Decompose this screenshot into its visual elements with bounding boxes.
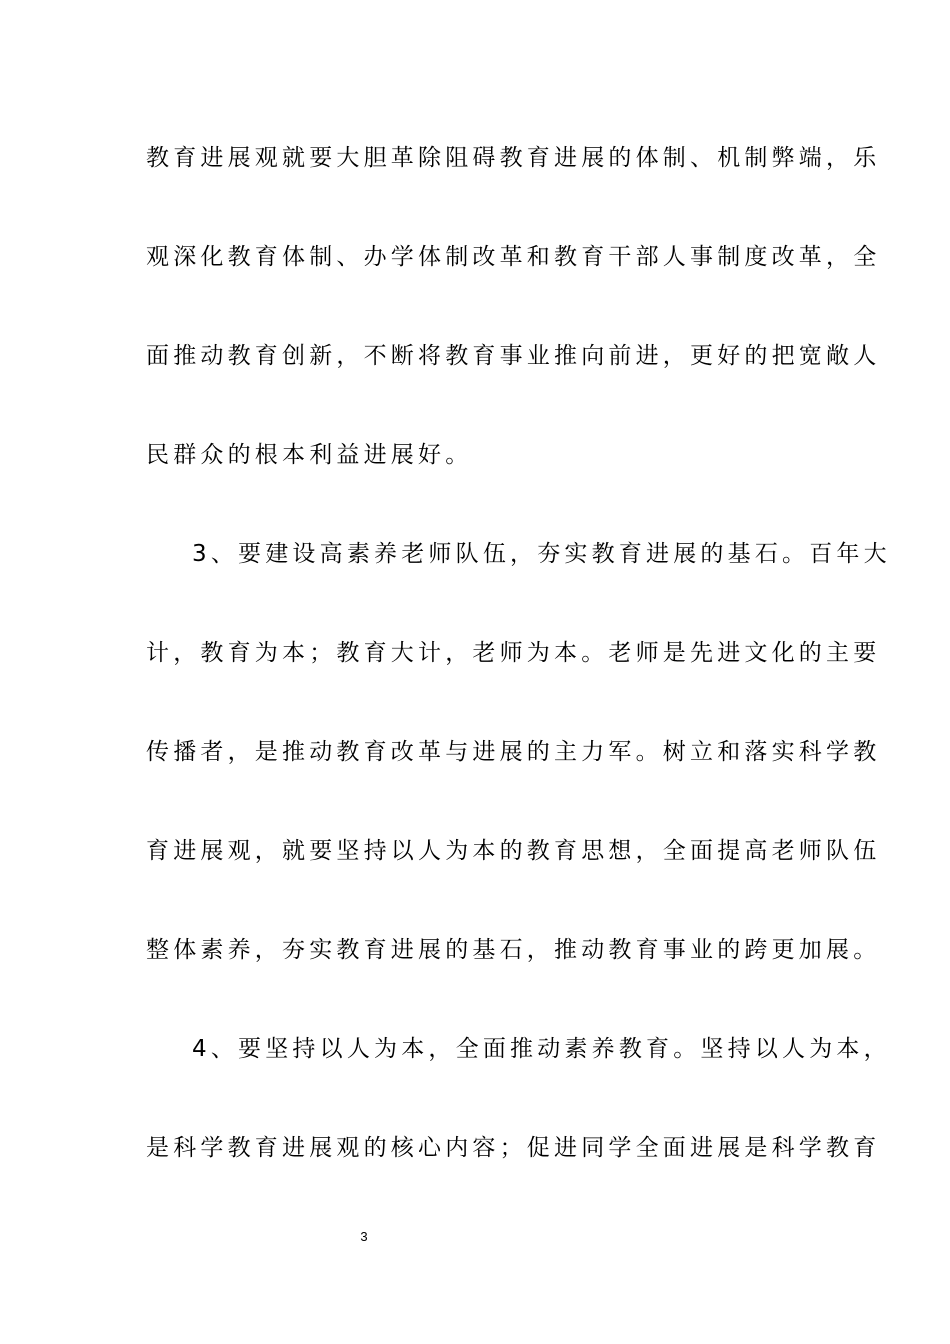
paragraph-line-8: 育进展观，就要坚持以人为本的教育思想，全面提高老师队伍 (146, 838, 881, 864)
paragraph-line-2: 观深化教育体制、办学体制改革和教育干部人事制度改革，全 (146, 244, 881, 270)
paragraph-line-4: 民群众的根本利益进展好。 (146, 442, 473, 468)
paragraph-line-3: 面推动教育创新，不断将教育事业推向前进，更好的把宽敞人 (146, 343, 881, 369)
paragraph-line-11: 是科学教育进展观的核心内容；促进同学全面进展是科学教育 (146, 1135, 881, 1161)
paragraph-line-10: 4、要坚持以人为本，全面推动素养教育。坚持以人为本， (192, 1036, 891, 1062)
paragraph-line-6: 计，教育为本；教育大计，老师为本。老师是先进文化的主要 (146, 640, 881, 666)
paragraph-line-1: 教育进展观就要大胆革除阻碍教育进展的体制、机制弊端，乐 (146, 145, 881, 171)
paragraph-line-9: 整体素养，夯实教育进展的基石，推动教育事业的跨更加展。 (146, 937, 881, 963)
paragraph-line-5: 3、要建设高素养老师队伍，夯实教育进展的基石。百年大 (192, 541, 891, 567)
paragraph-line-7: 传播者，是推动教育改革与进展的主力军。树立和落实科学教 (146, 739, 881, 765)
page-number: 3 (360, 1229, 368, 1244)
